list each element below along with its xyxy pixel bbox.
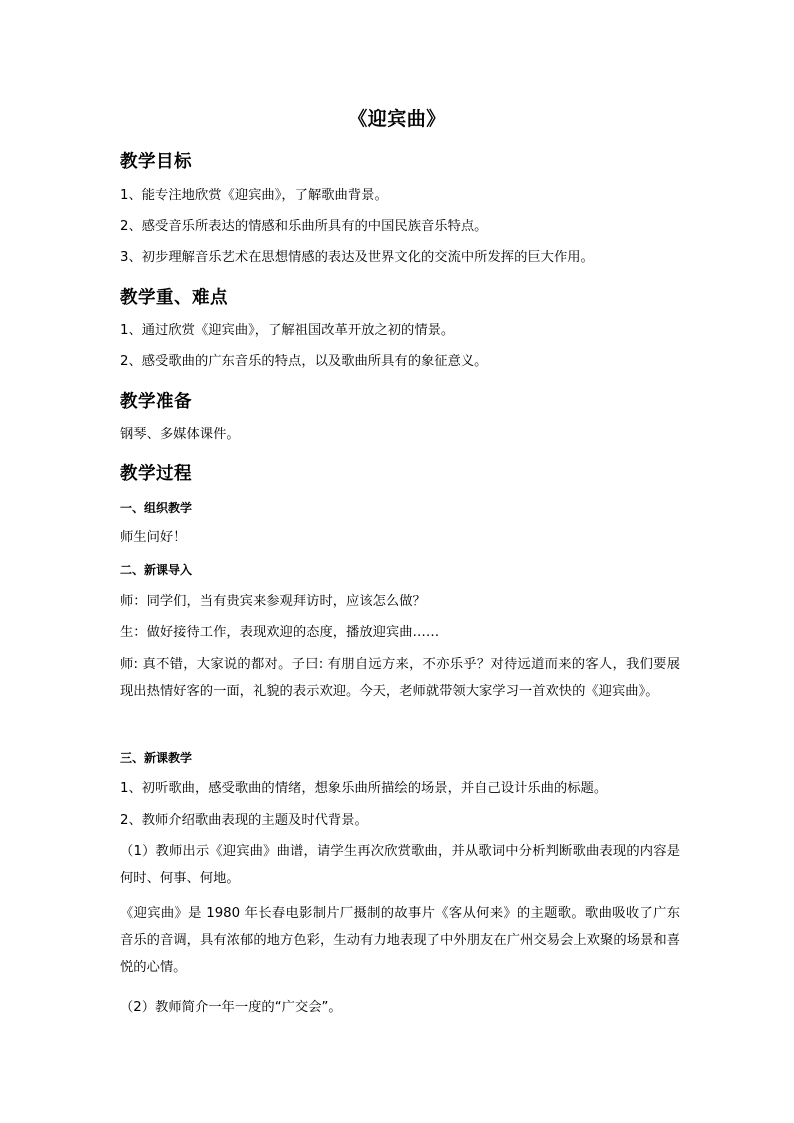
teaching-item-2-1: （1）教师出示《迎宾曲》曲谱，请学生再次欣赏歌曲，并从歌词中分析判断歌曲表现的内容是何时、何事、何地。: [120, 844, 680, 886]
song-background: 《迎宾曲》是 1980 年长春电影制片厂摄制的故事片《客从何来》的主题歌。歌曲吸收了广东音乐的音调，具有浓郁的地方色彩，生动有力地表现了中外朋友在广州交易会上欢聚的场景和喜悦的心情。: [120, 906, 680, 975]
heading-process: 教学过程: [120, 464, 192, 484]
heading-teaching-goals: 教学目标: [120, 152, 192, 172]
dialog-student-1: 生：做好接待工作，表现欢迎的态度，播放迎宾曲……: [120, 625, 440, 640]
dialog-teacher-1: 师：同学们，当有贵宾来参观拜访时，应该怎么做？: [120, 594, 426, 609]
goal-item-2: 2、感受音乐所表达的情感和乐曲所具有的中国民族音乐特点。: [120, 219, 488, 234]
step-organize-title: 一、组织教学: [120, 501, 193, 515]
step-organize-text: 师生问好！: [120, 530, 187, 545]
step-teaching-title: 三、新课教学: [120, 751, 193, 765]
dialog-teacher-2: 师: 真不错，大家说的都对。子曰: 有朋自远方来，不亦乐乎？对待远道而来的客人，我们要展现出热情好客的一面，礼貌的表示欢迎。今天，老师就带领大家学习一首欢快的《迎宾曲》。: [120, 657, 680, 699]
step-intro-title: 二、新课导入: [120, 563, 193, 577]
keypoint-item-1: 1、通过欣赏《迎宾曲》，了解祖国改革开放之初的情景。: [120, 323, 455, 338]
goal-item-1: 1、能专注地欣赏《迎宾曲》，了解歌曲背景。: [120, 188, 388, 203]
teaching-item-1: 1、初听歌曲，感受歌曲的情绪，想象乐曲所描绘的场景，并自己设计乐曲的标题。: [120, 781, 608, 796]
goal-item-3: 3、初步理解音乐艺术在思想情感的表达及世界文化的交流中所发挥的巨大作用。: [120, 250, 594, 265]
teaching-item-2: 2、教师介绍歌曲表现的主题及时代背景。: [120, 813, 368, 828]
document-title: 《迎宾曲》: [348, 108, 446, 130]
heading-preparation: 教学准备: [120, 392, 192, 412]
keypoint-item-2: 2、感受歌曲的广东音乐的特点，以及歌曲所具有的象征意义。: [120, 354, 488, 369]
heading-key-points: 教学重、难点: [120, 288, 228, 308]
teaching-item-2-2: （2）教师简介一年一度的“广交会”。: [120, 1000, 342, 1015]
preparation-text: 钢琴、多媒体课件。: [120, 427, 240, 442]
